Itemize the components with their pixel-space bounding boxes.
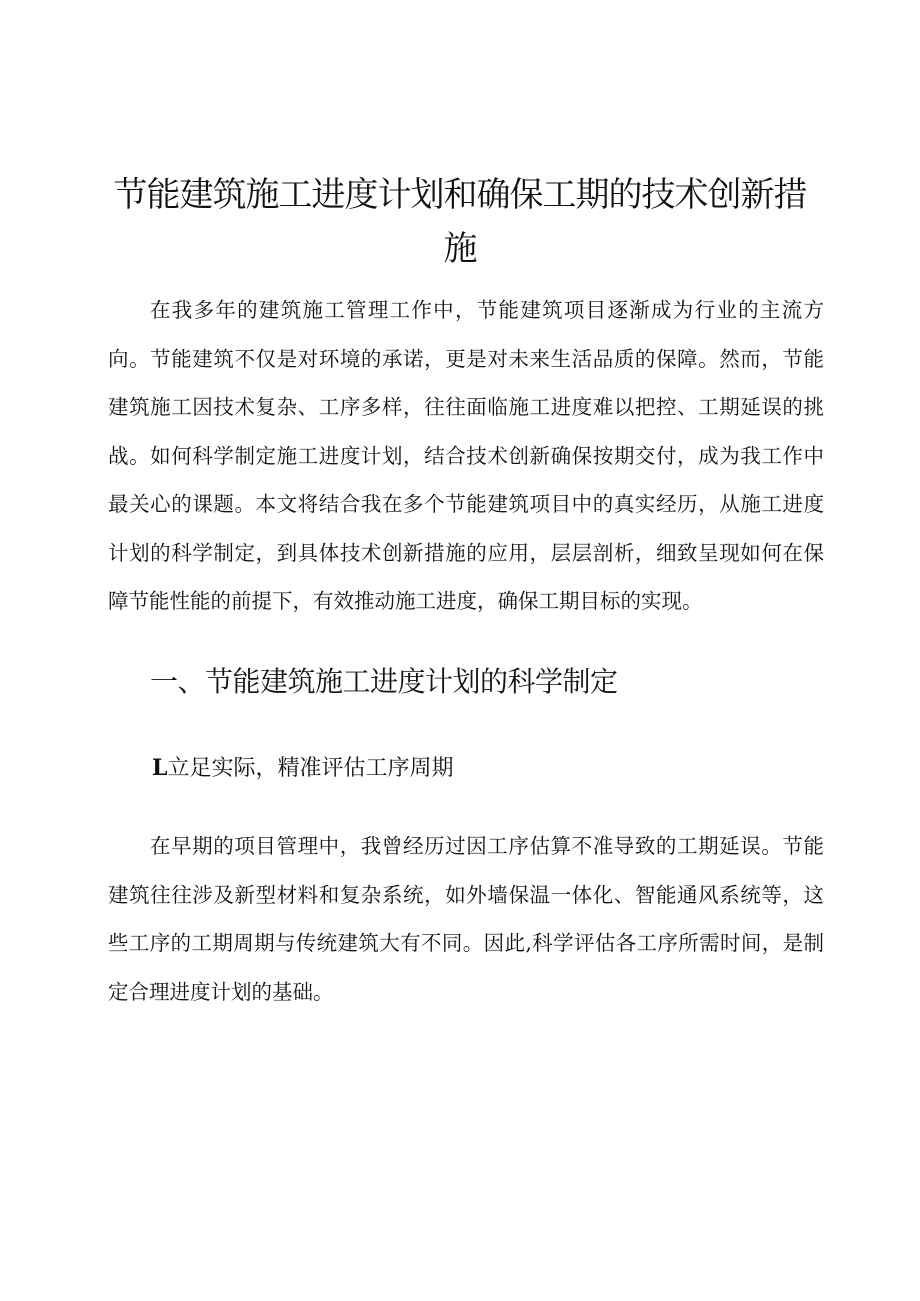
- document-title: 节能建筑施工进度计划和确保工期的技术创新措施: [113, 175, 807, 269]
- subsection-1-heading: [152, 746, 453, 791]
- subsection-1-number: L: [152, 755, 168, 781]
- section-1-heading: 一、节能建筑施工进度计划的科学制定: [150, 665, 618, 698]
- subsection-1-paragraph: 在早期的项目管理中，我曾经历过因工序估算不准导致的工期延误。节能建筑往往涉及新型材料和复杂系统，如外墙保温一体化、智能通风系统等，这些工序的工期周期与传统建筑大有不同。因此,科学评估各工序所需时间，是制定合理进度计划的基础。: [108, 834, 824, 1004]
- intro-paragraph: 在我多年的建筑施工管理工作中，节能建筑项目逐渐成为行业的主流方向。节能建筑不仅是对环境的承诺，更是对未来生活品质的保障。然而，节能建筑施工因技术复杂、工序多样，往往面临施工进度难以把控、工期延误的挑战。如何科学制定施工进度计划，结合技术创新确保按期交付，成为我工作中最关心的课题。本文将结合我在多个节能建筑项目中的真实经历，从施工进度计划的科学制定，到具体技术创新措施的应用，层层剖析，细致呈现如何在保障节能性能的前提下，有效推动施工进度，确保工期目标的实现。: [108, 298, 824, 613]
- subsection-1-title: 立足实际，精准评估工序周期: [167, 756, 454, 781]
